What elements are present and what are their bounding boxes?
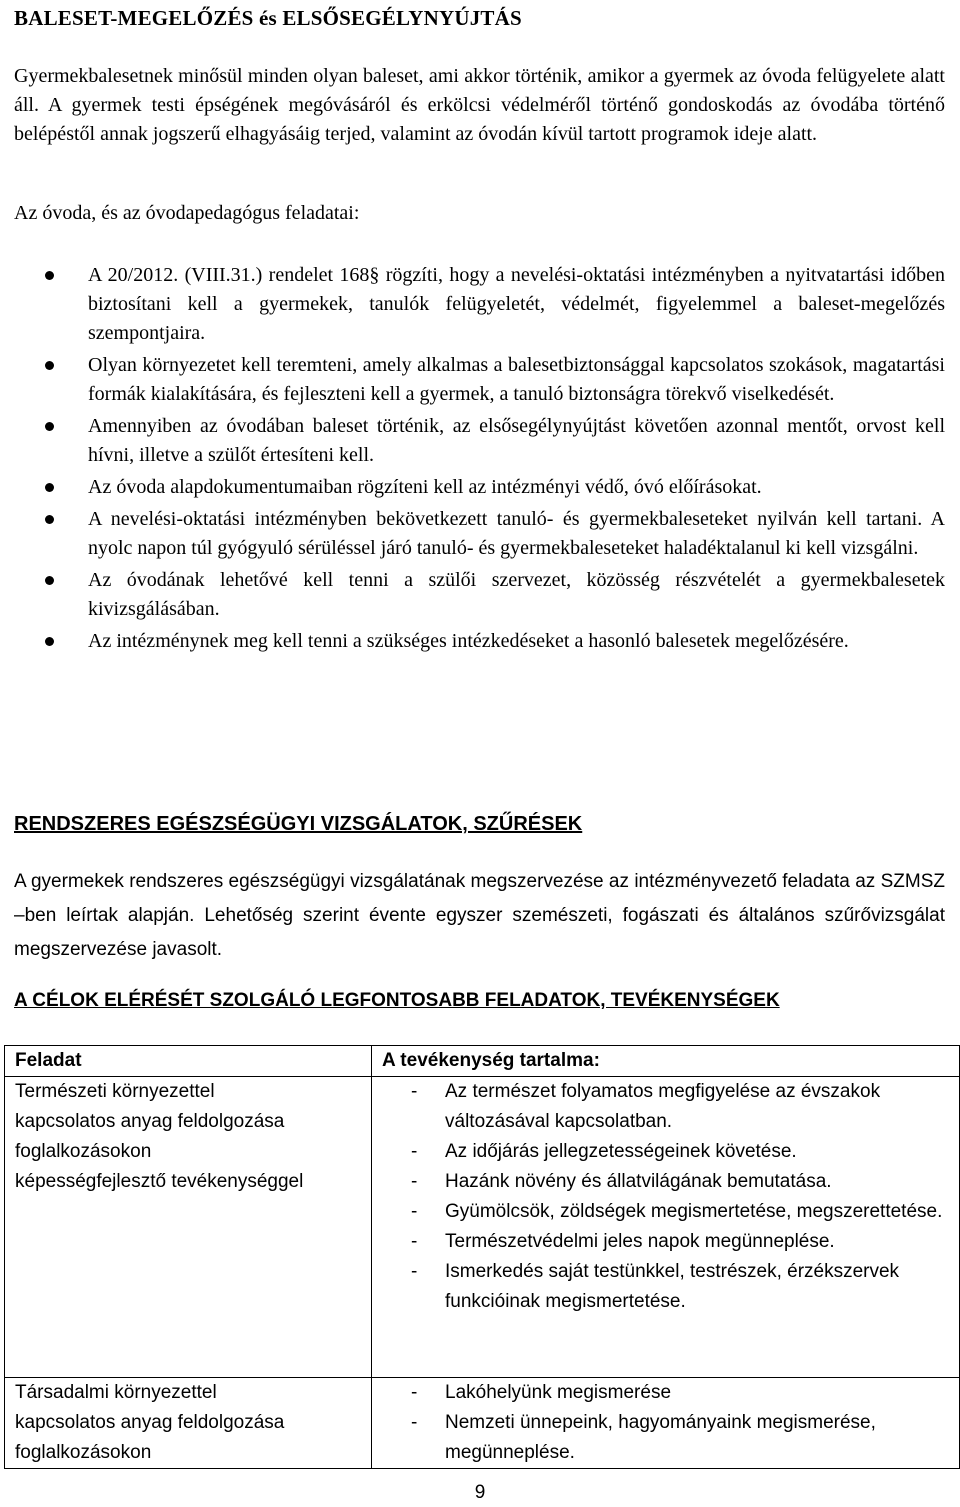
list-item: - Az időjárás jellegzetességeinek követése. [411, 1141, 797, 1162]
bullet-icon [45, 576, 54, 585]
list-item: Amennyiben az óvodában baleset történik, az elsősegélynyújtást követően azonnal mentőt, orvost kell hívni, illetve a szülőt értesíteni kell. [45, 412, 945, 470]
intro-paragraph: Gyermekbalesetnek minősül minden olyan baleset, ami akkor történik, amikor a gyermek az óvoda felügyelete alatt áll. A gyermek testi épségének megóvásáról és erkölcsi védelméről történő gondoskodás az óvodába történő belépéstől annak jogszerű elhagyásáig terjed, valamint az óvodán kívül tartott programok ideje alatt. [14, 65, 945, 145]
health-checks-paragraph: A gyermekek rendszeres egészségügyi vizsgálatának megszervezése az intézményvezető feladata az SZMSZ –ben leírtak alapján. Lehetőség szerint évente egyszer szemészeti, fogászati és általános szűrővizsgálat megszervezése javasolt. [14, 871, 945, 960]
page-heading: BALESET-MEGELŐZÉS és ELSŐSEGÉLYNYÚJTÁS [14, 6, 522, 30]
table-row [5, 1077, 960, 1378]
content-cell [372, 1077, 960, 1378]
bullet-icon [45, 637, 54, 646]
table-header-task: Feladat [5, 1046, 372, 1077]
task-cell: Természeti környezettel kapcsolatos anyag feldolgozása foglalkozásokon képességfejlesztő tevékenységgel [5, 1077, 372, 1378]
task-cell: Társadalmi környezettel kapcsolatos anyag feldolgozása foglalkozásokon [5, 1378, 372, 1469]
list-item: Az óvodának lehetővé kell tenni a szülői szervezet, közösség részvételét a gyermekbalesetek kivizsgálásában. [45, 566, 945, 624]
activity-list [382, 1077, 959, 1317]
list-item: - Hazánk növény és állatvilágának bemutatása. [411, 1171, 832, 1192]
bullet-icon [45, 483, 54, 492]
goals-heading: A CÉLOK ELÉRÉSÉT SZOLGÁLÓ LEGFONTOSABB FELADATOK, TEVÉKENYSÉGEK [14, 990, 780, 1011]
list-item: - Természetvédelmi jeles napok megünneplése. [411, 1231, 835, 1252]
page-number: 9 [474, 1482, 486, 1503]
activity-list [382, 1378, 959, 1468]
bullet-icon [45, 515, 54, 524]
table-row [5, 1378, 960, 1469]
table-header-content: A tevékenység tartalma: [372, 1046, 960, 1077]
bullet-icon [45, 422, 54, 431]
list-item: A 20/2012. (VIII.31.) rendelet 168§ rögzíti, hogy a nevelési-oktatási intézményben a nyitvatartási időben biztosítani kell a gyermekek, tanulók felügyeletét, védelmét, figyelemmel a baleset-megelőzés szempontjaira. [45, 261, 945, 348]
list-item: - Lakóhelyünk megismerése [411, 1382, 672, 1403]
list-item: - Nemzeti ünnepeink, hagyományaink megismerése, megünneplése. [411, 1412, 876, 1463]
list-item: Az óvoda alapdokumentumaiban rögzíteni kell az intézményi védő, óvó előírásokat. [45, 473, 945, 502]
list-item: - Az természet folyamatos megfigyelése az évszakok változásával kapcsolatban. [411, 1081, 881, 1132]
list-item: A nevelési-oktatási intézményben bekövetkezett tanuló- és gyermekbaleseteket nyilván kell tartani. A nyolc napon túl gyógyuló sérüléssel járó tanuló- és gyermekbaleseteket haladéktalanul ki kell vizsgálni. [45, 505, 945, 563]
bullet-icon [45, 361, 54, 370]
duties-bullet-list [45, 261, 945, 659]
health-checks-heading: RENDSZERES EGÉSZSÉGÜGYI VIZSGÁLATOK, SZŰRÉSEK [14, 813, 583, 835]
bullet-icon [45, 271, 54, 280]
tasks-subtitle: Az óvoda, és az óvodapedagógus feladatai: [14, 202, 360, 224]
list-item: Olyan környezetet kell teremteni, amely alkalmas a balesetbiztonsággal kapcsolatos szokások, magatartási formák kialakítására, és fejleszteni kell a gyermek, a tanuló biztonságra törekvő viselkedését. [45, 351, 945, 409]
tasks-table [4, 1045, 960, 1469]
table-header-row [5, 1046, 960, 1077]
list-item: - Gyümölcsök, zöldségek megismertetése, megszerettetése. [411, 1201, 943, 1222]
content-cell [372, 1378, 960, 1469]
list-item: Az intézménynek meg kell tenni a szükséges intézkedéseket a hasonló balesetek megelőzésére. [45, 627, 945, 656]
list-item: - Ismerkedés saját testünkkel, testrészek, érzékszervek funkcióinak megismertetése. [411, 1261, 900, 1312]
